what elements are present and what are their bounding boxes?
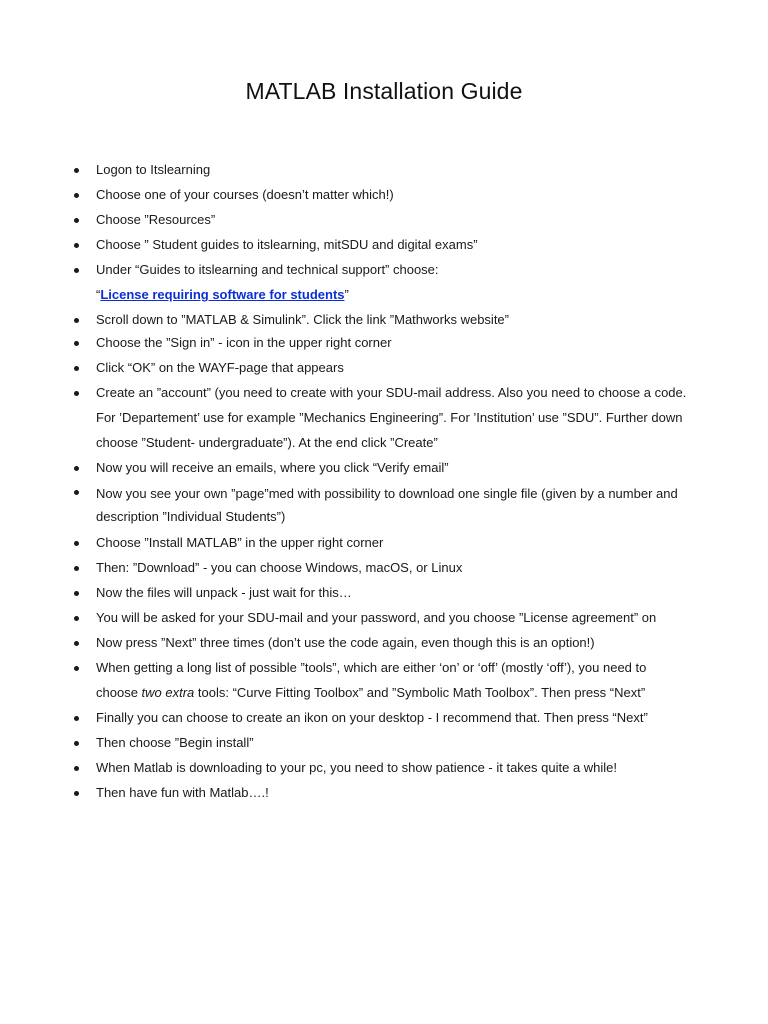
quote-open: “ (96, 287, 101, 302)
step-text: Finally you can choose to create an ikon on your desktop - I recommend that. Then press “Next” (96, 709, 648, 725)
page-title: MATLAB Installation Guide (245, 78, 523, 104)
step-5 (0, 257, 768, 307)
step-text: Now you will receive an emails, where you click “Verify email” (96, 460, 449, 475)
step-21 (0, 780, 768, 805)
steps-list (0, 157, 768, 805)
quote-close: ” (344, 287, 349, 302)
bullet-icon (74, 791, 79, 796)
step-text: Under “Guides to itslearning and technical support” choose: (96, 262, 439, 277)
step-2 (0, 182, 768, 207)
step-text: Choose ” Student guides to itslearning, mitSDU and digital exams” (96, 237, 478, 252)
step-text: Choose one of your courses (doesn’t matter which!) (96, 187, 394, 202)
bullet-icon (74, 490, 79, 495)
step-text: When getting a long list of possible ”tools”, which are either ‘on’ or ‘off’ (mostly ‘off’), you need to (96, 659, 647, 675)
step-11 (0, 480, 768, 530)
step-text-line-2: description ”Individual Students”) (96, 509, 286, 524)
bullet-icon (74, 341, 79, 346)
bullet-icon (74, 168, 79, 173)
step-13 (0, 555, 768, 580)
step-text-line-2: For ’Departement’ use for example ”Mechanics Engineering”. For ’Institution’ use ”SDU”. Further down (96, 410, 683, 425)
step-text: Logon to Itslearning (96, 162, 211, 177)
bullet-icon (74, 218, 79, 223)
step-text: Now the files will unpack - just wait for this… (96, 584, 352, 600)
bullet-icon (74, 591, 79, 596)
step-text: You will be asked for your SDU-mail and your password, and you choose ”License agreement” on (96, 609, 657, 625)
bullet-icon (74, 193, 79, 198)
step-18 (0, 705, 768, 730)
bullet-icon (74, 666, 79, 671)
bullet-icon (74, 391, 79, 396)
bullet-icon (74, 641, 79, 646)
bullet-icon (74, 318, 79, 323)
step-text: Then choose ”Begin install” (96, 734, 254, 750)
step-text: Click “OK” on the WAYF-page that appears (96, 360, 344, 375)
step-12 (0, 530, 768, 555)
step-14 (0, 580, 768, 605)
step-text: Choose ”Install MATLAB” in the upper right corner (96, 534, 384, 550)
step-text: Now you see your own ”page”med with possibility to download one single file (given by a number and (96, 485, 678, 501)
step-text: Scroll down to ”MATLAB & Simulink”. Click the link ”Mathworks website” (96, 312, 509, 327)
step-19 (0, 730, 768, 755)
bullet-icon (74, 616, 79, 621)
bullet-icon (74, 268, 79, 273)
step-7 (0, 333, 768, 356)
bullet-icon (74, 541, 79, 546)
step-text: Then have fun with Matlab….! (96, 784, 269, 800)
license-software-link[interactable]: License requiring software for students (100, 287, 345, 302)
step-17 (0, 655, 768, 705)
step-6 (0, 307, 768, 333)
bullet-icon (74, 466, 79, 471)
bullet-icon (74, 766, 79, 771)
step-text-pre: choose (96, 684, 142, 700)
step-10 (0, 455, 768, 480)
step-text: Now press ”Next” three times (don’t use the code again, even though this is an option!) (96, 634, 595, 650)
step-1 (0, 157, 768, 182)
step-15 (0, 605, 768, 630)
bullet-icon (74, 716, 79, 721)
step-4 (0, 232, 768, 257)
bullet-icon (74, 366, 79, 371)
step-text: Then: ”Download” - you can choose Windows, macOS, or Linux (96, 559, 463, 575)
step-text-line-3: choose ”Student- undergraduate”). At the end click ”Create” (96, 435, 438, 450)
bullet-icon (74, 741, 79, 746)
step-3 (0, 207, 768, 232)
step-text-line-2 (96, 680, 698, 705)
bullet-icon (74, 243, 79, 248)
bullet-icon (74, 566, 79, 571)
step-text: Choose the ”Sign in” - icon in the upper right corner (96, 334, 392, 350)
step-16 (0, 630, 768, 655)
step-text: When Matlab is downloading to your pc, you need to show patience - it takes quite a while! (96, 759, 618, 775)
step-8 (0, 355, 768, 380)
step-20 (0, 755, 768, 780)
step-text: Choose ”Resources” (96, 212, 216, 227)
step-text-post: tools: “Curve Fitting Toolbox” and ”Symbolic Math Toolbox”. Then press “Next” (194, 684, 646, 700)
step-text-line-2 (96, 282, 698, 307)
step-9 (0, 380, 768, 455)
step-text-emphasis: two extra (141, 684, 195, 700)
step-text: Create an ”account” (you need to create with your SDU-mail address. Also you need to choose a code. (96, 385, 687, 400)
